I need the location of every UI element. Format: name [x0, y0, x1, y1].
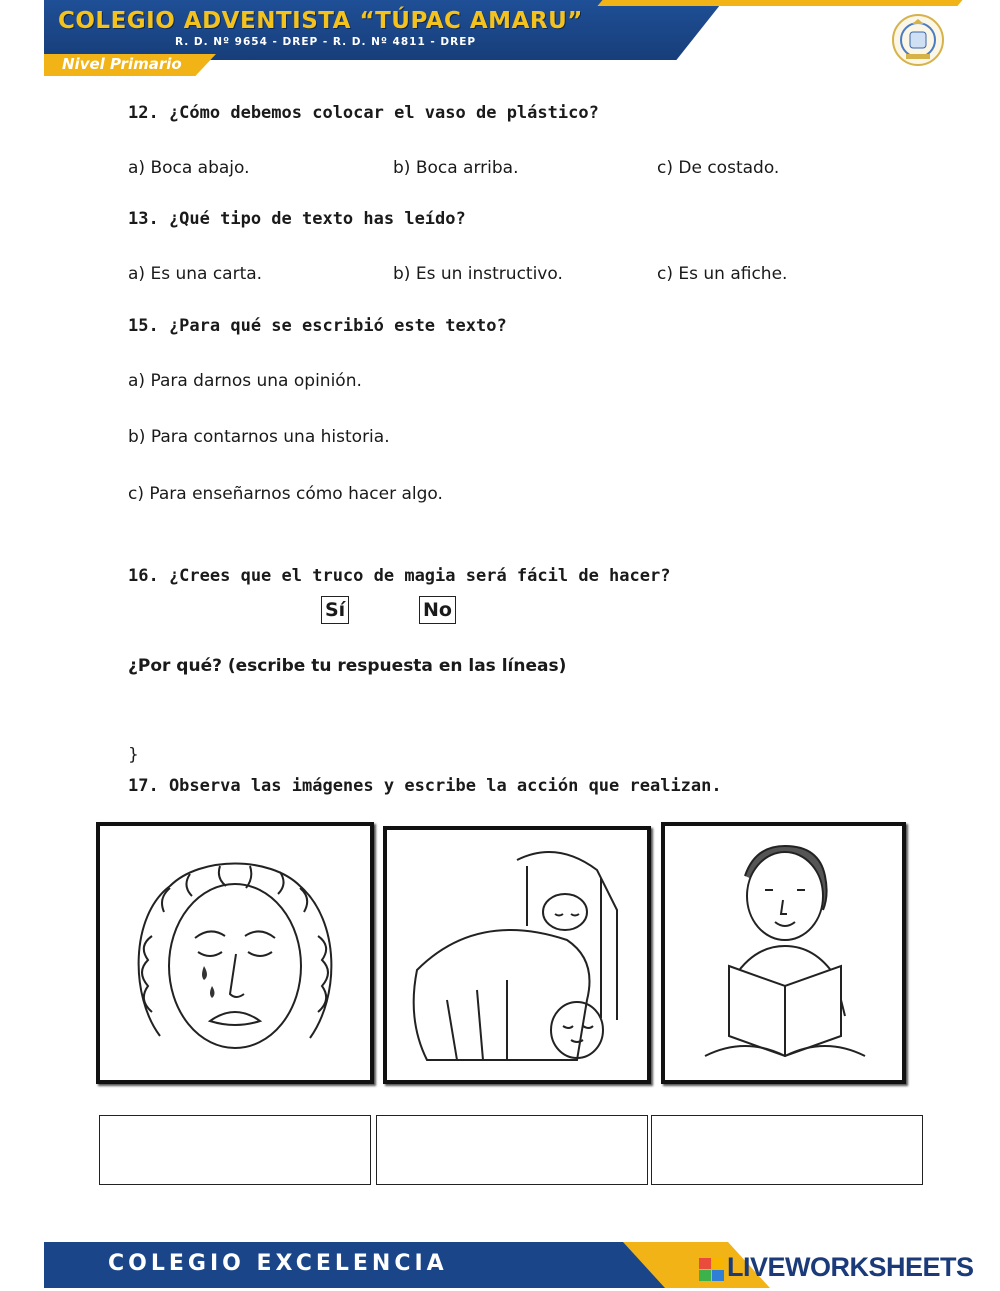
liveworksheets-logo-icon	[699, 1258, 725, 1282]
sleeping-child-icon	[387, 830, 647, 1080]
question-17: 17. Observa las imágenes y escribe la acción que realizan.	[128, 776, 722, 796]
image-reading-boy	[661, 822, 906, 1084]
crying-girl-icon	[100, 826, 370, 1080]
q15-option-a[interactable]: a) Para darnos una opinión.	[128, 371, 362, 391]
q13-option-b[interactable]: b) Es un instructivo.	[393, 264, 563, 284]
answer-box-3[interactable]	[651, 1115, 923, 1185]
school-crest-icon	[890, 12, 946, 68]
q12-option-a[interactable]: a) Boca abajo.	[128, 158, 250, 178]
q12-option-c[interactable]: c) De costado.	[657, 158, 780, 178]
q15-option-b[interactable]: b) Para contarnos una historia.	[128, 427, 390, 447]
answer-box-1[interactable]	[99, 1115, 371, 1185]
image-sleeping-child	[383, 826, 651, 1084]
no-choice[interactable]: No	[419, 596, 456, 624]
school-resolution: R. D. Nº 9654 - DREP - R. D. Nº 4811 - DREP	[175, 36, 477, 48]
q13-option-a[interactable]: a) Es una carta.	[128, 264, 263, 284]
question-15: 15. ¿Para qué se escribió este texto?	[128, 316, 507, 336]
answer-box-2[interactable]	[376, 1115, 648, 1185]
header-gold-stripe	[597, 0, 962, 6]
reading-boy-icon	[665, 826, 902, 1080]
q13-option-c[interactable]: c) Es un afiche.	[657, 264, 788, 284]
footer-label: COLEGIO EXCELENCIA	[108, 1251, 448, 1276]
image-crying-girl	[96, 822, 374, 1084]
q15-option-c[interactable]: c) Para enseñarnos cómo hacer algo.	[128, 484, 443, 504]
stray-brace: }	[128, 745, 139, 765]
question-12: 12. ¿Cómo debemos colocar el vaso de plástico?	[128, 103, 599, 123]
level-label: Nivel Primario	[62, 55, 182, 73]
why-prompt: ¿Por qué? (escribe tu respuesta en las líneas)	[128, 656, 567, 676]
school-name: COLEGIO ADVENTISTA “TÚPAC AMARU”	[58, 8, 583, 34]
liveworksheets-brand: LIVEWORKSHEETS	[727, 1252, 974, 1282]
q12-option-b[interactable]: b) Boca arriba.	[393, 158, 519, 178]
yes-choice[interactable]: Sí	[321, 596, 349, 624]
question-16: 16. ¿Crees que el truco de magia será fácil de hacer?	[128, 566, 671, 586]
question-13: 13. ¿Qué tipo de texto has leído?	[128, 209, 466, 229]
